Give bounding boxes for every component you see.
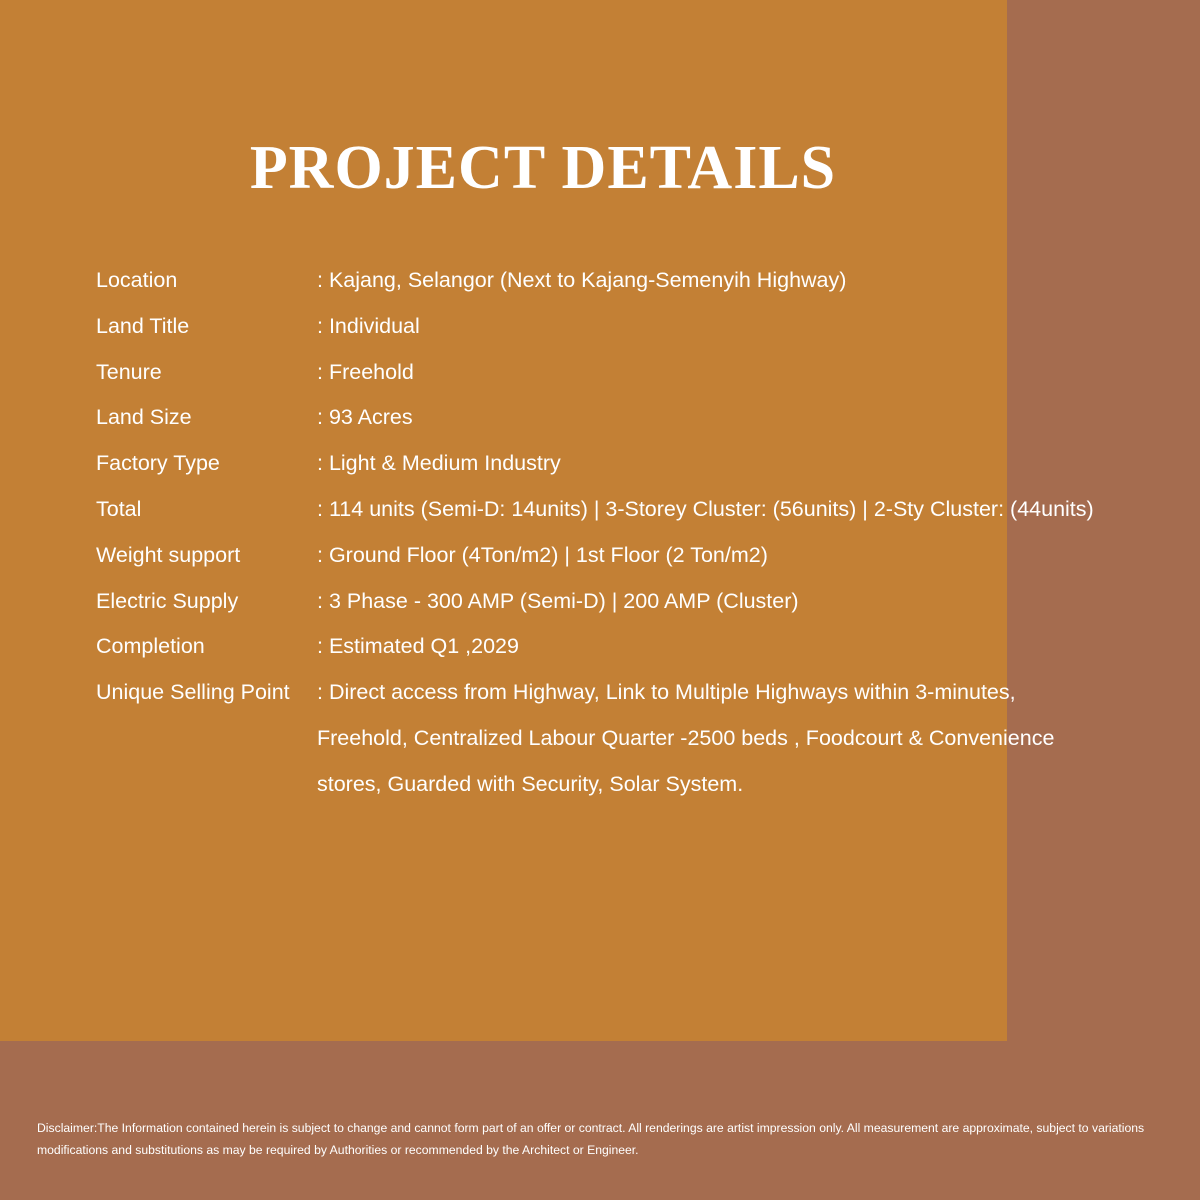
detail-row-land-size: [96, 395, 1156, 441]
detail-label: Factory Type: [96, 451, 220, 476]
detail-label: Electric Supply: [96, 588, 239, 613]
detail-value: : Estimated Q1 ,2029: [317, 634, 519, 659]
detail-row-electric-supply: [96, 579, 1156, 625]
disclaimer: [37, 1117, 1177, 1161]
detail-label: Completion: [96, 634, 205, 659]
detail-row-location: [96, 258, 1156, 304]
detail-value: : 93 Acres: [317, 405, 413, 430]
detail-value: : 114 units (Semi-D: 14units) | 3-Storey Cluster: (56units) | 2-Sty Cluster: (44units): [317, 496, 1094, 521]
detail-value: : Ground Floor (4Ton/m2) | 1st Floor (2 Ton/m2): [317, 542, 768, 567]
detail-row-completion: [96, 624, 1156, 670]
detail-label: Total: [96, 496, 142, 521]
project-details-list: [96, 258, 1156, 808]
detail-row-land-title: [96, 304, 1156, 350]
detail-row-unique-selling-point: [96, 670, 1156, 807]
detail-row-total: [96, 487, 1156, 533]
detail-label: Unique Selling Point: [96, 680, 290, 705]
disclaimer-line: modifications and substitutions as may be required by Authorities or recommended by the Architect or Engineer.: [37, 1143, 639, 1157]
detail-value-line: : Direct access from Highway, Link to Multiple Highways within 3-minutes,: [317, 680, 1016, 705]
detail-value: : 3 Phase - 300 AMP (Semi-D) | 200 AMP (Cluster): [317, 588, 799, 613]
disclaimer-line: Disclaimer:The Information contained herein is subject to change and cannot form part of an offer or contract. All renderings are artist impression only. All measurement are approximate, subject to variations: [37, 1121, 1145, 1135]
detail-row-factory-type: [96, 441, 1156, 487]
page-title: PROJECT DETAILS: [249, 134, 837, 202]
detail-label: Tenure: [96, 359, 162, 384]
detail-label: Location: [96, 268, 178, 292]
detail-label: Land Size: [96, 405, 192, 430]
detail-label: Land Title: [96, 313, 190, 338]
detail-row-tenure: [96, 350, 1156, 396]
detail-value: : Freehold: [317, 359, 414, 384]
detail-label: Weight support: [96, 542, 241, 567]
detail-row-weight-support: [96, 533, 1156, 579]
detail-value: [317, 670, 1156, 807]
detail-value: : Individual: [317, 313, 420, 338]
detail-value-line: Freehold, Centralized Labour Quarter -2500 beds , Foodcourt & Convenience: [317, 725, 1055, 750]
detail-value: : Light & Medium Industry: [317, 451, 561, 476]
detail-value-line: stores, Guarded with Security, Solar System.: [317, 771, 744, 796]
detail-value: : Kajang, Selangor (Next to Kajang-Semenyih Highway): [317, 268, 847, 292]
